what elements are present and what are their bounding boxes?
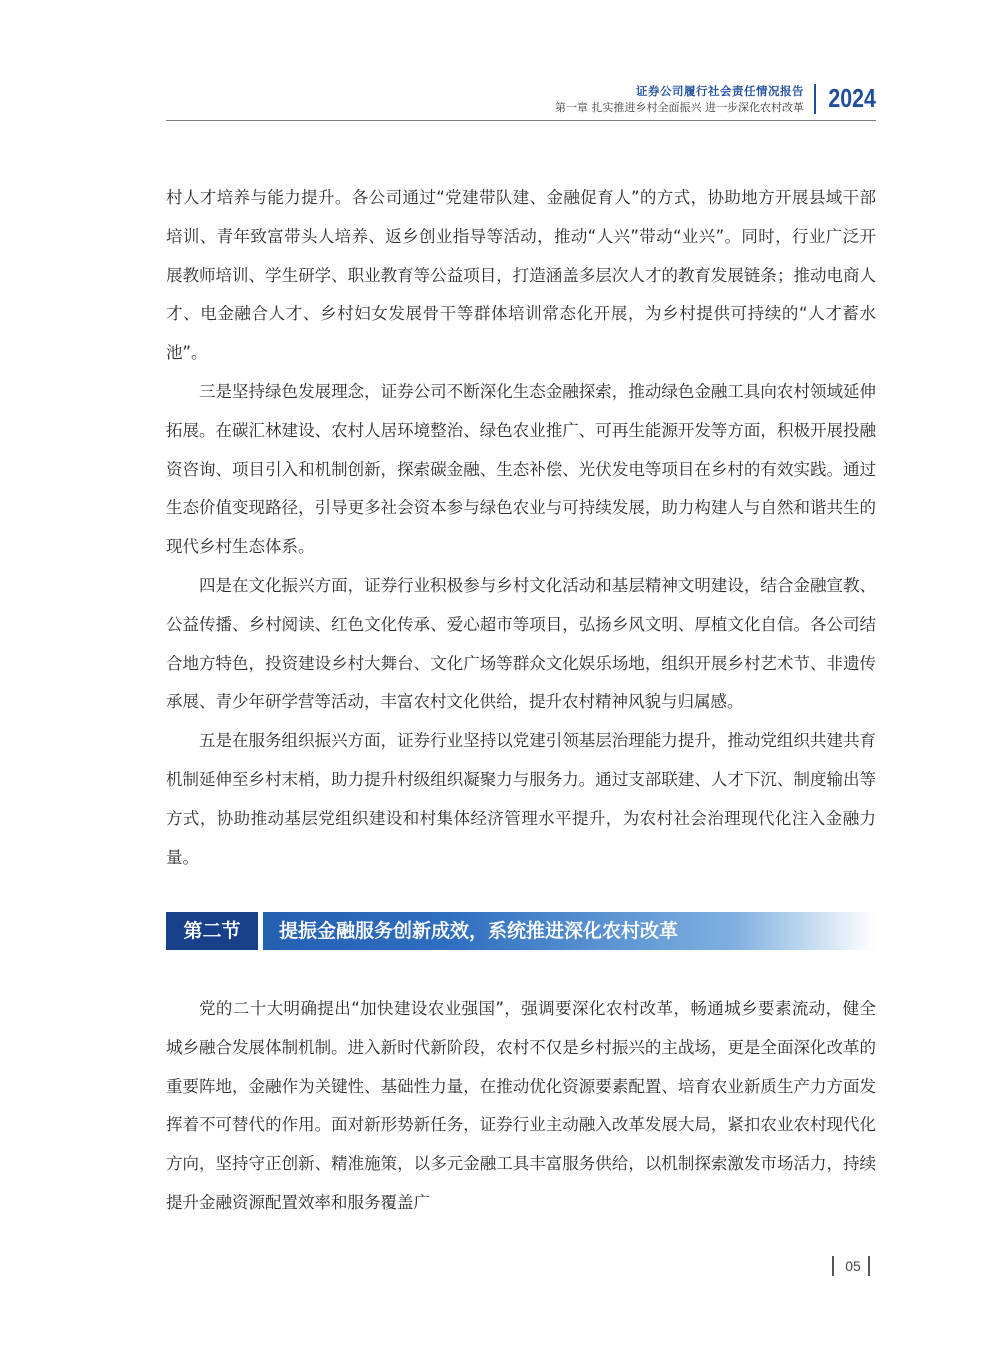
paragraph: 党的二十大明确提出“加快建设农业强国”，强调要深化农村改革，畅通城乡要素流动，健全城乡融合发展体制机制。进入新时代新阶段，农村不仅是乡村振兴的主战场，更是全面深化改革的重要阵地，金融作为关键性、基础性力量，在推动优化资源要素配置、培育农业新质生产力方面发挥着不可替代的作用。面对新形势新任务，证券行业主动融入改革发展大局，紧扣农业农村现代化方向，坚持守正创新、精准施策，以多元金融工具丰富服务供给，以机制探索激发市场活力，持续提升金融资源配置效率和服务覆盖广 [166, 999, 876, 1212]
chapter-subtitle: 第一章 扎实推进乡村全面振兴 进一步深化农村改革 [555, 101, 804, 114]
paragraph: 五是在服务组织振兴方面，证券行业坚持以党建引领基层治理能力提升，推动党组织共建共育机制延伸至乡村末梢，助力提升村级组织凝聚力与服务力。通过支部联建、人才下沉、制度输出等方式，协助推动基层党组织建设和村集体经济管理水平提升，为农村社会治理现代化注入金融力量。 [166, 731, 876, 867]
page-number-text: 05 [845, 1258, 861, 1274]
section-heading-bar [166, 912, 876, 950]
header-rule [166, 120, 876, 121]
header-text-group [555, 84, 804, 115]
section-label: 第二节 [166, 912, 258, 950]
section-title: 提振金融服务创新成效，系统推进深化农村改革 [279, 920, 679, 942]
paragraph: 村人才培养与能力提升。各公司通过“党建带队建、金融促育人”的方式，协助地方开展县域干部培训、青年致富带头人培养、返乡创业指导等活动，推动“人兴”带动“业兴”。同时，行业广泛开展教师培训、学生研学、职业教育等公益项目，打造涵盖多层次人才的教育发展链条；推动电商人才、电金融合人才、乡村妇女发展骨干等群体培训常态化开展，为乡村提供可持续的“人才蓄水池”。 [166, 188, 876, 363]
body-text-before-section [166, 179, 876, 877]
paragraph: 三是坚持绿色发展理念，证券公司不断深化生态金融探索，推动绿色金融工具向农村领域延伸拓展。在碳汇林建设、农村人居环境整治、绿色农业推广、可再生能源开发等方面，积极开展投融资咨询、项目引入和机制创新，探索碳金融、生态补偿、光伏发电等项目在乡村的有效实践。通过生态价值变现路径，引导更多社会资本参与绿色农业与可持续发展，助力构建人与自然和谐共生的现代乡村生态体系。 [166, 381, 876, 557]
report-title: 证券公司履行社会责任情况报告 [636, 84, 804, 98]
page-number-right-bar [868, 1256, 870, 1276]
page-number-left-bar [832, 1256, 834, 1276]
paragraph: 四是在文化振兴方面，证券行业积极参与乡村文化活动和基层精神文明建设，结合金融宣教、公益传播、乡村阅读、红色文化传承、爱心超市等项目，弘扬乡风文明、厚植文化自信。各公司结合地方特色，投资建设乡村大舞台、文化广场等群众文化娱乐场地，组织开展乡村艺术节、非遗传承展、青少年研学营等活动，丰富农村文化供给，提升农村精神风貌与归属感。 [166, 575, 876, 712]
body-text-after-section [166, 990, 876, 1223]
report-year: 2024 [828, 83, 876, 113]
header-divider [814, 84, 816, 114]
page-header [166, 78, 876, 122]
section-divider [258, 912, 263, 950]
